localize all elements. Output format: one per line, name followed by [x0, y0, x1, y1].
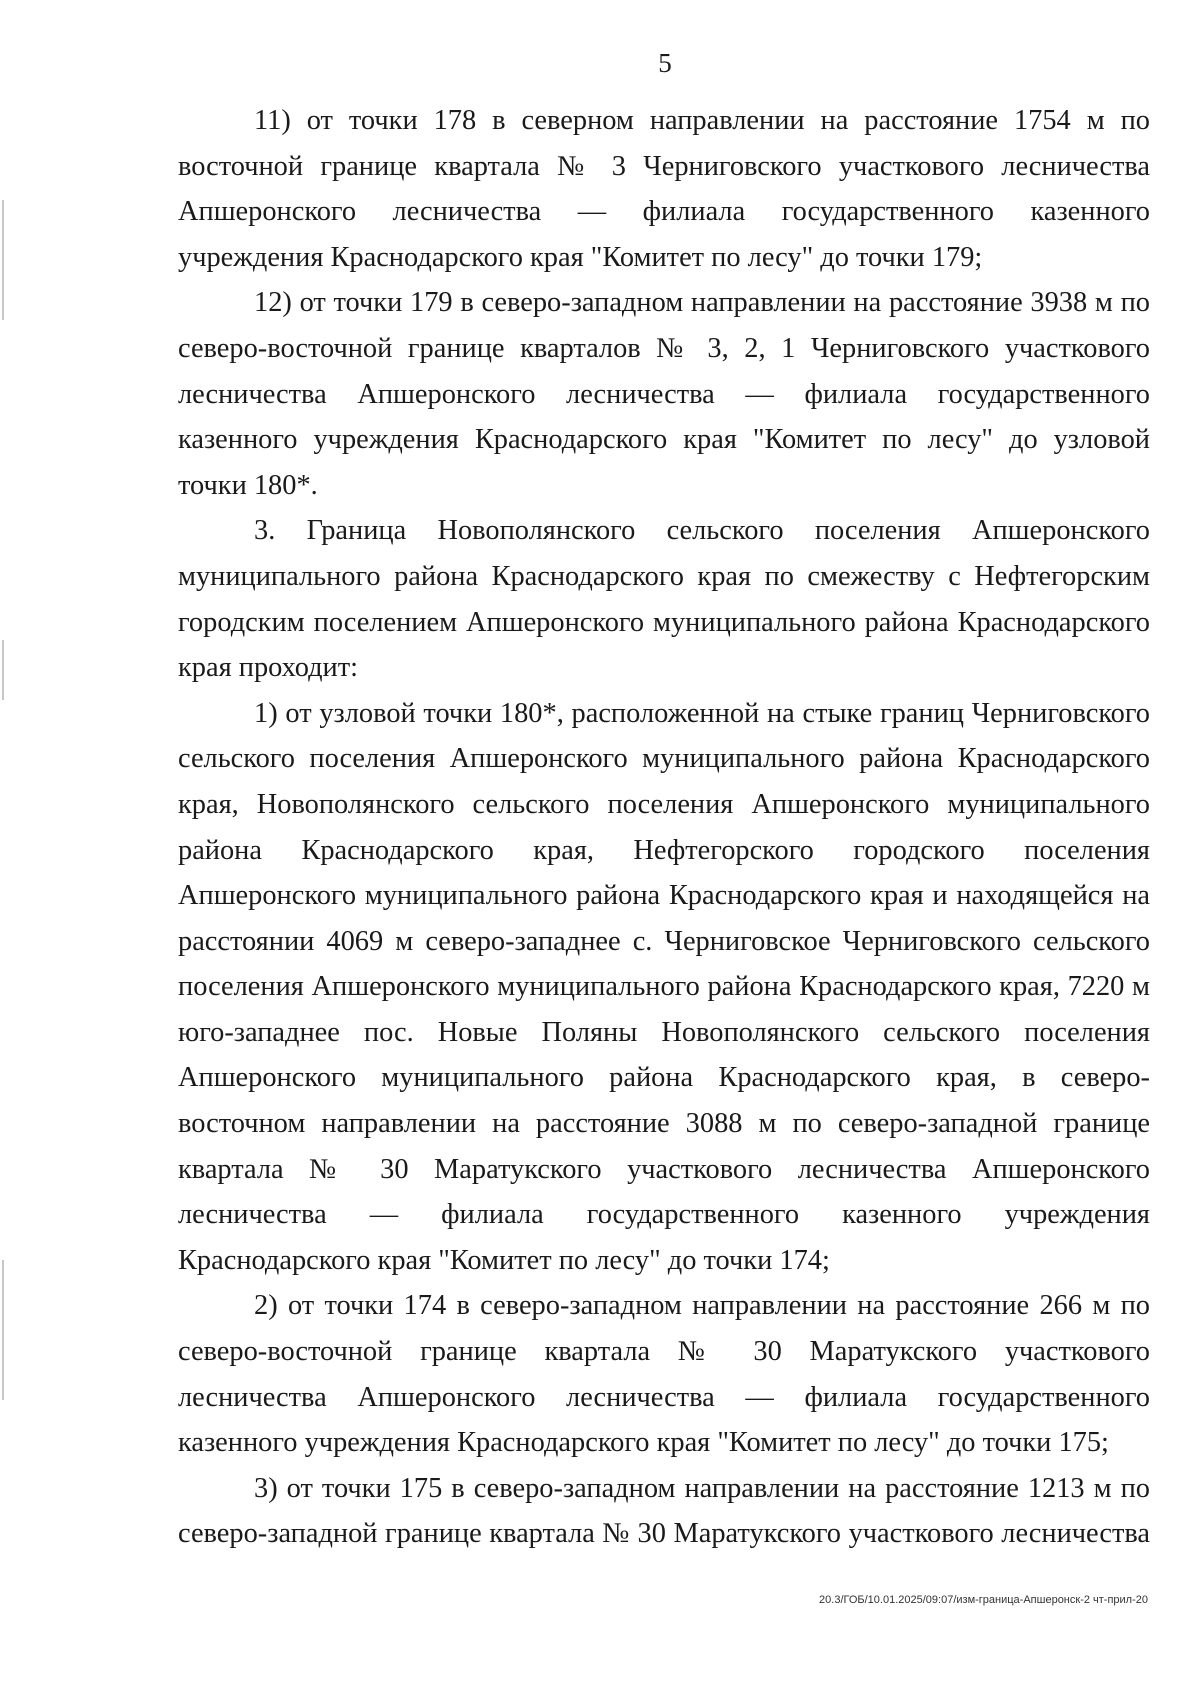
scan-edge-mark: [2, 1260, 4, 1400]
paragraph: 1) от узловой точки 180*, расположенной на стыке границ Черниговского сельского поселения Апшеронского муниципального района Краснодарского края, Новополянского сельского поселения Апшеронского муниципального района Краснодарского края, Нефтегорского городского поселения Апшеронского муниципального района Краснодарского края и находящейся на расстоянии 4069 м северо-западнее с. Черниговское Черниговского сельского поселения Апшеронского муниципального района Краснодарского края, 7220 м юго-западнее пос. Новые Поляны Новополянского сельского поселения Апшеронского муниципального района Краснодарского края, в северо-восточном направлении на расстояние 3088 м по северо-западной границе квартала № 30 Маратукского участкового лесничества Апшеронского лесничества — филиала государственного казенного учреждения Краснодарского края "Комитет по лесу" до точки 174;: [178, 697, 1150, 1276]
paragraph: 3. Граница Новополянского сельского поселения Апшеронского муниципального района Краснодарского края по смежеству с Нефтегорским городским поселением Апшеронского муниципального района Краснодарского края проходит:: [178, 515, 1150, 684]
scan-edge-mark: [2, 200, 4, 320]
scan-edge-mark: [2, 640, 4, 700]
paragraph: 12) от точки 179 в северо-западном направлении на расстояние 3938 м по северо-восточной границе кварталов № 3, 2, 1 Черниговского участкового лесничества Апшеронского лесничества — филиала государственного казенного учреждения Краснодарского края "Комитет по лесу" до узловой точки 180*.: [178, 287, 1150, 501]
document-footer-code: 20.3/ГОБ/10.01.2025/09:07/изм-граница-Апшеронск-2 чт-прил-20: [819, 1594, 1148, 1606]
document-body: [178, 98, 1150, 1557]
paragraph: 2) от точки 174 в северо-западном направлении на расстояние 266 м по северо-восточной границе квартала № 30 Маратукского участкового лесничества Апшеронского лесничества — филиала государственного казенного учреждения Краснодарского края "Комитет по лесу" до точки 175;: [178, 1290, 1150, 1459]
paragraph: 11) от точки 178 в северном направлении на расстояние 1754 м по восточной границе квартала № 3 Черниговского участкового лесничества Апшеронского лесничества — филиала государственного казенного учреждения Краснодарского края "Комитет по лесу" до точки 179;: [178, 105, 1150, 273]
page-number: 5: [658, 48, 672, 78]
paragraph: 3) от точки 175 в северо-западном направлении на расстояние 1213 м по северо-западной границе квартала № 30 Маратукского участкового лесничества: [178, 1472, 1150, 1550]
